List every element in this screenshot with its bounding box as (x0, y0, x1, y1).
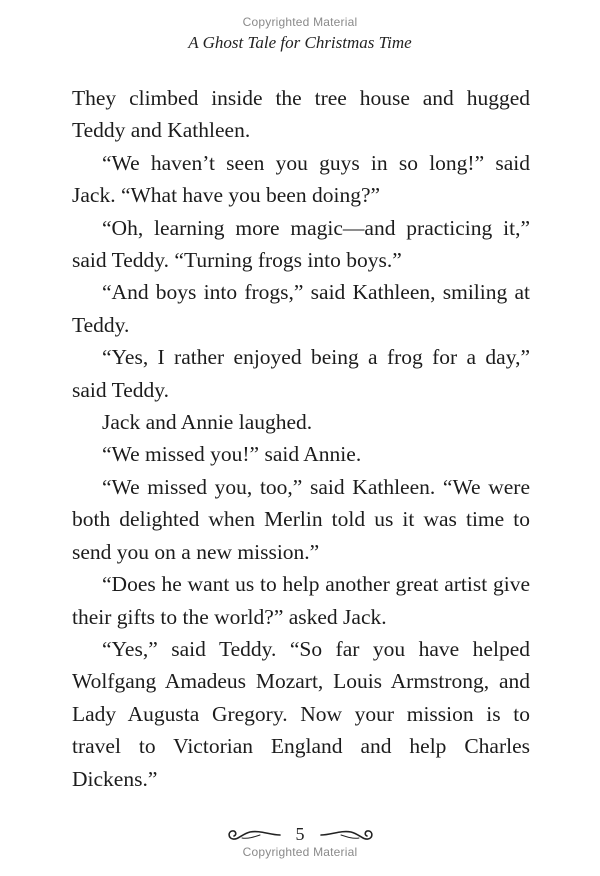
watermark-bottom: Copyrighted Material (242, 845, 358, 859)
page-folio (0, 824, 600, 845)
paragraph: Jack and Annie laughed. (102, 410, 313, 435)
right-flourish-icon (319, 826, 375, 844)
paragraph: They climbed inside the tree house and hugged Teddy and Kathleen. (72, 86, 530, 143)
running-head: A Ghost Tale for Christmas Time (188, 33, 412, 52)
paragraph: “Yes, I rather enjoyed being a frog for a day,” said Teddy. (72, 345, 530, 402)
paragraph: “Oh, learning more magic—and practicing it,” said Teddy. “Turning frogs into boys.” (72, 215, 530, 273)
paragraph: “And boys into frogs,” said Kathleen, smiling at Teddy. (72, 280, 530, 337)
paragraph: “Yes,” said Teddy. “So far you have helped Wolfgang Amadeus Mozart, Louis Armstrong, and Lady Augusta Gregory. Now your mission is to travel to Victorian England and help Charles Dickens.” (72, 636, 530, 791)
paragraph: “We haven’t seen you guys in so long!” said Jack. “What have you been doing?” (72, 150, 530, 208)
left-flourish-icon (226, 826, 282, 844)
paragraph: “We missed you!” said Annie. (102, 442, 362, 467)
page-number: 5 (295, 824, 305, 844)
paragraph: “Does he want us to help another great artist give their gifts to the world?” asked Jack. (72, 572, 530, 629)
watermark-top: Copyrighted Material (242, 15, 358, 29)
paragraph: “We missed you, too,” said Kathleen. “We were both delighted when Merlin told us it was time to send you on a new mission.” (72, 474, 530, 564)
body-text (72, 82, 530, 795)
